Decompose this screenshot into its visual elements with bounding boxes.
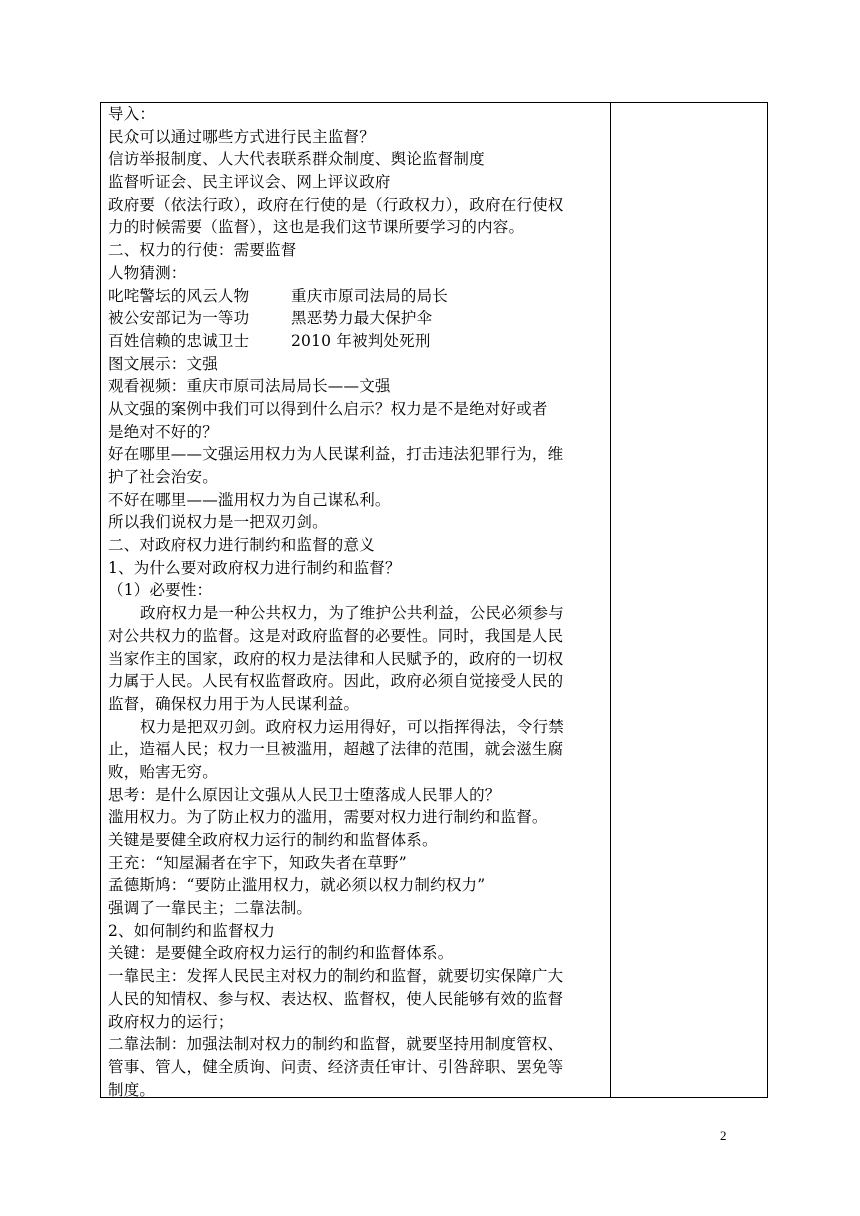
paragraph-line: 权力是把双刃剑。政府权力运用得好，可以指挥得法，令行禁 xyxy=(140,717,564,736)
text-line: 政府权力的运行； xyxy=(108,1012,234,1031)
guess-row xyxy=(108,330,606,353)
text-line: 关键：是要健全政府权力运行的制约和监督体系。 xyxy=(108,944,454,963)
paragraph-line: 政府权力是一种公共权力，为了维护公共利益，公民必须参与 xyxy=(140,604,564,623)
text-line: 所以我们说权力是一把双刃剑。 xyxy=(108,513,328,532)
guess-row xyxy=(108,307,606,330)
text-line: 信访举报制度、人大代表联系群众制度、舆论监督制度 xyxy=(108,150,485,169)
guess-clue: 百姓信赖的忠诚卫士 xyxy=(108,331,250,350)
text-line: 关键是要健全政府权力运行的制约和监督体系。 xyxy=(108,831,438,849)
text-line: 二靠法制：加强法制对权力的制约和监督，就要坚持用制度管权、 xyxy=(108,1035,564,1054)
text-line: 管事、管人，健全质询、问责、经济责任审计、引咎辞职、罢免等 xyxy=(108,1057,564,1076)
guess-answer: 重庆市原司法局的局长 xyxy=(291,286,449,305)
text-line: 护了社会治安。 xyxy=(108,468,218,486)
paragraph-line: 当家作主的国家，政府的权力是法律和人民赋予的，政府的一切权 xyxy=(108,649,564,668)
quote-line: 王充：“知屋漏者在宇下，知政失者在草野” xyxy=(108,853,407,872)
text-line: 政府要（依法行政），政府在行使的是（行政权力），政府在行使权 xyxy=(108,195,564,214)
paragraph-line: 力属于人民。人民有权监督政府。因此，政府必须自觉接受人民的 xyxy=(108,672,564,691)
paragraph-line: 对公共权力的监督。这是对政府监督的必要性。同时，我国是人民 xyxy=(108,626,564,645)
text-line: 是绝对不好的？ xyxy=(108,422,218,441)
guess-answer: 2010 年被判处死刑 xyxy=(291,331,431,350)
left-cell-content xyxy=(108,103,606,1101)
text-line: 一靠民主：发挥人民民主对权力的制约和监督，就要切实保障广大 xyxy=(108,967,564,986)
paragraph-line: 败，贻害无穷。 xyxy=(108,762,218,781)
guess-answer: 黑恶势力最大保护伞 xyxy=(291,309,433,328)
section-heading: 2、如何制约和监督权力 xyxy=(108,921,276,940)
content-table xyxy=(100,102,768,1098)
text-line: 从文强的案例中我们可以得到什么启示？权力是不是绝对好或者 xyxy=(108,399,548,418)
text-line: 人物猜测： xyxy=(108,263,187,282)
text-line: 1、为什么要对政府权力进行制约和监督？ xyxy=(108,558,401,577)
text-line: 制度。 xyxy=(108,1080,156,1099)
guess-clue: 叱咤警坛的风云人物 xyxy=(108,286,250,305)
text-line: 民众可以通过哪些方式进行民主监督？ xyxy=(108,127,375,146)
quote-line: 孟德斯鸠：“要防止滥用权力，就必须以权力制约权力” xyxy=(108,876,486,895)
text-line: 观看视频：重庆市原司法局局长——文强 xyxy=(108,377,391,396)
page-number: 2 xyxy=(720,1128,727,1143)
text-line: 滥用权力。为了防止权力的滥用，需要对权力进行制约和监督。 xyxy=(108,808,548,827)
section-heading: 二、对政府权力进行制约和监督的意义 xyxy=(108,536,375,555)
text-line: 人民的知情权、参与权、表达权、监督权，使人民能够有效的监督 xyxy=(108,989,564,1008)
text-line: 导入： xyxy=(108,105,156,123)
paragraph-line: 监督，确保权力用于为人民谋利益。 xyxy=(108,694,360,713)
guess-clue: 被公安部记为一等功 xyxy=(108,309,250,328)
right-notes-cell xyxy=(611,103,767,1097)
paragraph-line: 止，造福人民；权力一旦被滥用，超越了法律的范围，就会滋生腐 xyxy=(108,740,564,759)
text-line: 不好在哪里——滥用权力为自己谋私利。 xyxy=(108,490,391,509)
guess-row xyxy=(108,285,606,308)
text-line: （1）必要性： xyxy=(108,581,213,600)
section-heading: 二、权力的行使：需要监督 xyxy=(108,241,297,260)
text-line: 力的时候需要（监督），这也是我们这节课所要学习的内容。 xyxy=(108,218,525,237)
text-line: 强调了一靠民主；二靠法制。 xyxy=(108,899,313,918)
text-line: 思考：是什么原因让文强从人民卫士堕落成人民罪人的？ xyxy=(108,785,501,804)
text-line: 图文展示：文强 xyxy=(108,354,218,373)
text-line: 好在哪里——文强运用权力为人民谋利益，打击违法犯罪行为，维 xyxy=(108,445,564,464)
text-line: 监督听证会、民主评议会、网上评议政府 xyxy=(108,173,391,192)
